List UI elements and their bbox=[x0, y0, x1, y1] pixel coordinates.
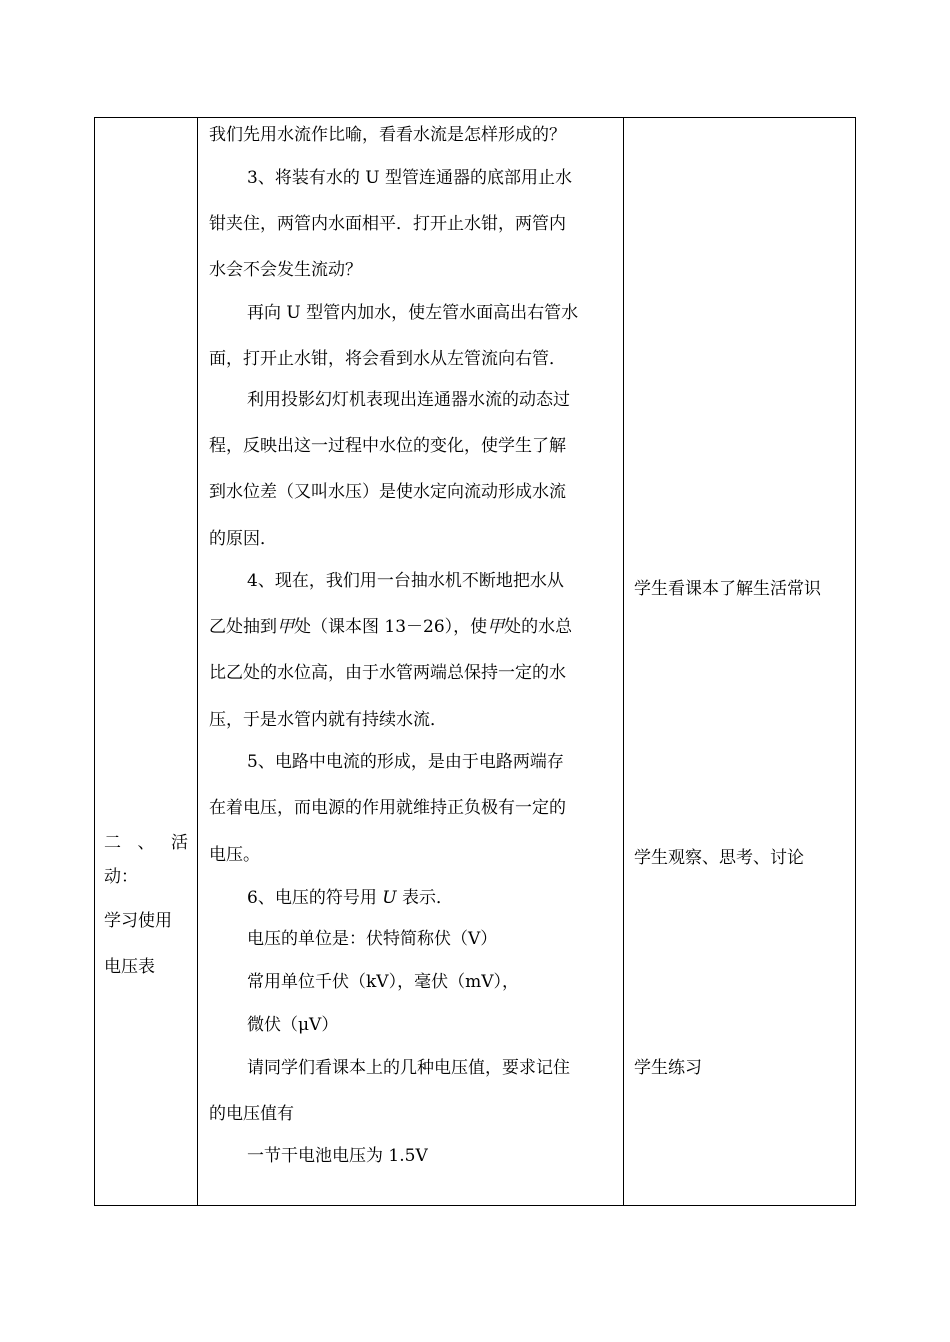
text-line: 再向 U 型管内加水，使左管水面高出右管水 bbox=[247, 303, 579, 323]
student-activity-note: 学生练习 bbox=[634, 1058, 702, 1078]
text-line: 一节干电池电压为 1.5V bbox=[247, 1146, 428, 1166]
text-line: 钳夹住，两管内水面相平．打开止水钳，两管内 bbox=[209, 214, 566, 234]
activity-char: 二 bbox=[104, 833, 121, 853]
activity-char: 、 bbox=[137, 833, 155, 853]
text-line: 电压。 bbox=[209, 845, 260, 865]
text-line: 电压的单位是：伏特简称伏（V） bbox=[247, 929, 498, 949]
column-divider-2 bbox=[623, 117, 624, 1206]
activity-title-line-1: 学习使用 bbox=[104, 911, 172, 931]
text-line: 水会不会发生流动？ bbox=[209, 260, 362, 280]
text-line: 到水位差（又叫水压）是使水定向流动形成水流 bbox=[209, 482, 566, 502]
text-line: 微伏（μV） bbox=[247, 1015, 339, 1035]
activity-char: 活 bbox=[171, 833, 188, 853]
text-line: 请同学们看课本上的几种电压值，要求记住 bbox=[247, 1058, 570, 1078]
text-line: 乙处抽到甲处（课本图 13－26），使甲处的水总 bbox=[209, 617, 573, 637]
column-divider-1 bbox=[197, 117, 198, 1206]
activity-heading-line-2: 动： bbox=[104, 867, 138, 887]
text-line: 我们先用水流作比喻，看看水流是怎样形成的？ bbox=[209, 125, 566, 145]
text-line: 的电压值有 bbox=[209, 1104, 294, 1124]
text-line: 压，于是水管内就有持续水流． bbox=[209, 710, 447, 730]
text-line: 程，反映出这一过程中水位的变化，使学生了解 bbox=[209, 436, 566, 456]
text-line: 面，打开止水钳，将会看到水从左管流向右管． bbox=[209, 349, 566, 369]
text-line: 的原因． bbox=[209, 529, 277, 549]
activity-title-line-2: 电压表 bbox=[104, 957, 155, 977]
text-line: 4、现在，我们用一台抽水机不断地把水从 bbox=[247, 571, 564, 591]
text-line: 利用投影幻灯机表现出连通器水流的动态过 bbox=[247, 390, 570, 410]
text-line: 3、将装有水的 U 型管连通器的底部用止水 bbox=[247, 168, 572, 188]
text-line: 在着电压，而电源的作用就维持正负极有一定的 bbox=[209, 798, 566, 818]
text-line: 比乙处的水位高，由于水管两端总保持一定的水 bbox=[209, 663, 566, 683]
student-activity-note: 学生观察、思考、讨论 bbox=[634, 848, 804, 868]
text-line: 常用单位千伏（kV），毫伏（mV）， bbox=[247, 972, 519, 992]
student-activity-note: 学生看课本了解生活常识 bbox=[634, 579, 821, 599]
text-line: 6、电压的符号用 U 表示． bbox=[247, 888, 453, 908]
activity-heading-line-1 bbox=[104, 826, 188, 860]
activity-column bbox=[104, 826, 190, 984]
text-line: 5、电路中电流的形成，是由于电路两端存 bbox=[247, 752, 564, 772]
